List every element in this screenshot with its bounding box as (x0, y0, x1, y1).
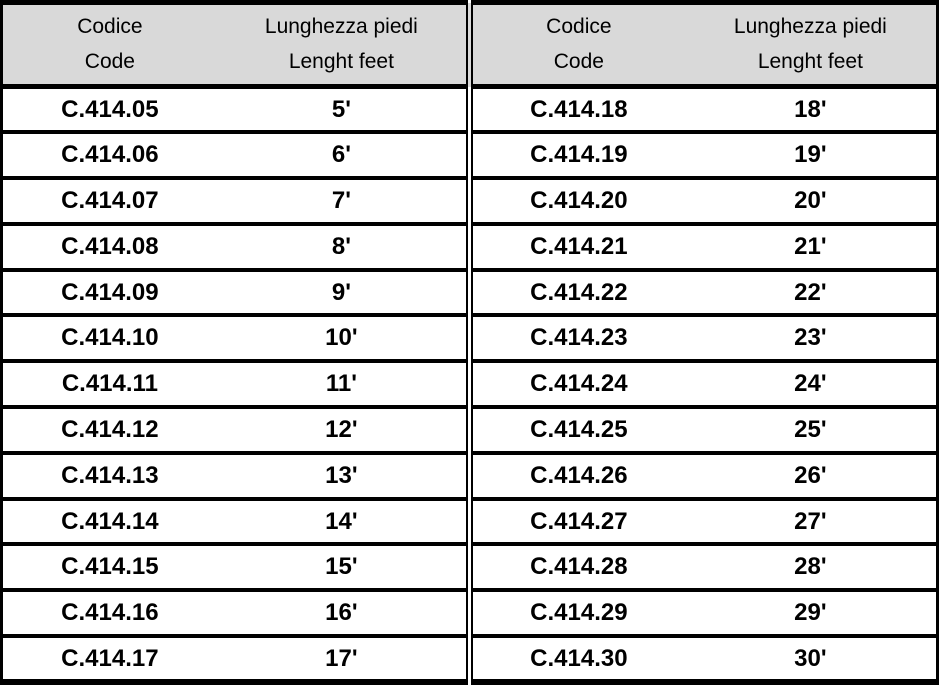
feet-cell: 27' (685, 499, 938, 545)
code-cell: C.414.20 (469, 178, 684, 224)
header-length-right-en: Lenght feet (757, 49, 863, 73)
feet-cell: 9' (217, 270, 470, 316)
table-body (2, 87, 938, 683)
table-header (2, 3, 938, 87)
code-cell: C.414.24 (469, 361, 684, 407)
code-cell: C.414.06 (2, 132, 217, 178)
feet-cell: 21' (685, 224, 938, 270)
feet-cell: 28' (685, 544, 938, 590)
header-code-left (2, 3, 217, 87)
feet-cell: 12' (217, 407, 470, 453)
table-row (2, 499, 938, 545)
code-cell: C.414.18 (469, 87, 684, 133)
feet-cell: 17' (217, 636, 470, 682)
table-row (2, 270, 938, 316)
feet-cell: 11' (217, 361, 470, 407)
table-row (2, 361, 938, 407)
feet-cell: 24' (685, 361, 938, 407)
table-row (2, 178, 938, 224)
code-cell: C.414.22 (469, 270, 684, 316)
feet-cell: 10' (217, 315, 470, 361)
code-cell: C.414.10 (2, 315, 217, 361)
header-length-left (217, 3, 470, 87)
table-row (2, 544, 938, 590)
header-length-left-en: Lenght feet (288, 49, 394, 73)
feet-cell: 26' (685, 453, 938, 499)
feet-cell: 14' (217, 499, 470, 545)
code-cell: C.414.19 (469, 132, 684, 178)
code-cell: C.414.17 (2, 636, 217, 682)
code-cell: C.414.29 (469, 590, 684, 636)
feet-cell: 8' (217, 224, 470, 270)
feet-cell: 29' (685, 590, 938, 636)
code-cell: C.414.21 (469, 224, 684, 270)
table-row (2, 315, 938, 361)
header-length-right-it: Lunghezza piedi (733, 14, 887, 38)
table-row (2, 636, 938, 682)
code-cell: C.414.23 (469, 315, 684, 361)
feet-cell: 16' (217, 590, 470, 636)
feet-cell: 19' (685, 132, 938, 178)
feet-cell: 23' (685, 315, 938, 361)
code-cell: C.414.26 (469, 453, 684, 499)
feet-cell: 25' (685, 407, 938, 453)
feet-cell: 7' (217, 178, 470, 224)
header-length-left-it: Lunghezza piedi (264, 14, 418, 38)
feet-cell: 18' (685, 87, 938, 133)
table-row (2, 132, 938, 178)
table-row (2, 590, 938, 636)
table-row (2, 407, 938, 453)
code-cell: C.414.05 (2, 87, 217, 133)
feet-cell: 5' (217, 87, 470, 133)
header-code-right-it: Codice (546, 14, 612, 38)
header-length-right (685, 3, 938, 87)
feet-cell: 13' (217, 453, 470, 499)
feet-cell: 6' (217, 132, 470, 178)
header-code-left-it: Codice (77, 14, 143, 38)
feet-cell: 30' (685, 636, 938, 682)
feet-cell: 22' (685, 270, 938, 316)
table-row (2, 453, 938, 499)
code-cell: C.414.27 (469, 499, 684, 545)
code-cell: C.414.16 (2, 590, 217, 636)
table-row (2, 224, 938, 270)
code-cell: C.414.13 (2, 453, 217, 499)
code-cell: C.414.09 (2, 270, 217, 316)
code-cell: C.414.28 (469, 544, 684, 590)
feet-cell: 20' (685, 178, 938, 224)
code-cell: C.414.25 (469, 407, 684, 453)
code-cell: C.414.08 (2, 224, 217, 270)
code-cell: C.414.07 (2, 178, 217, 224)
code-cell: C.414.11 (2, 361, 217, 407)
header-code-right (469, 3, 684, 87)
code-cell: C.414.15 (2, 544, 217, 590)
feet-cell: 15' (217, 544, 470, 590)
header-row (2, 3, 938, 87)
table-row (2, 87, 938, 133)
code-cell: C.414.14 (2, 499, 217, 545)
header-code-right-en: Code (553, 49, 604, 73)
header-code-left-en: Code (84, 49, 135, 73)
code-cell: C.414.12 (2, 407, 217, 453)
code-cell: C.414.30 (469, 636, 684, 682)
